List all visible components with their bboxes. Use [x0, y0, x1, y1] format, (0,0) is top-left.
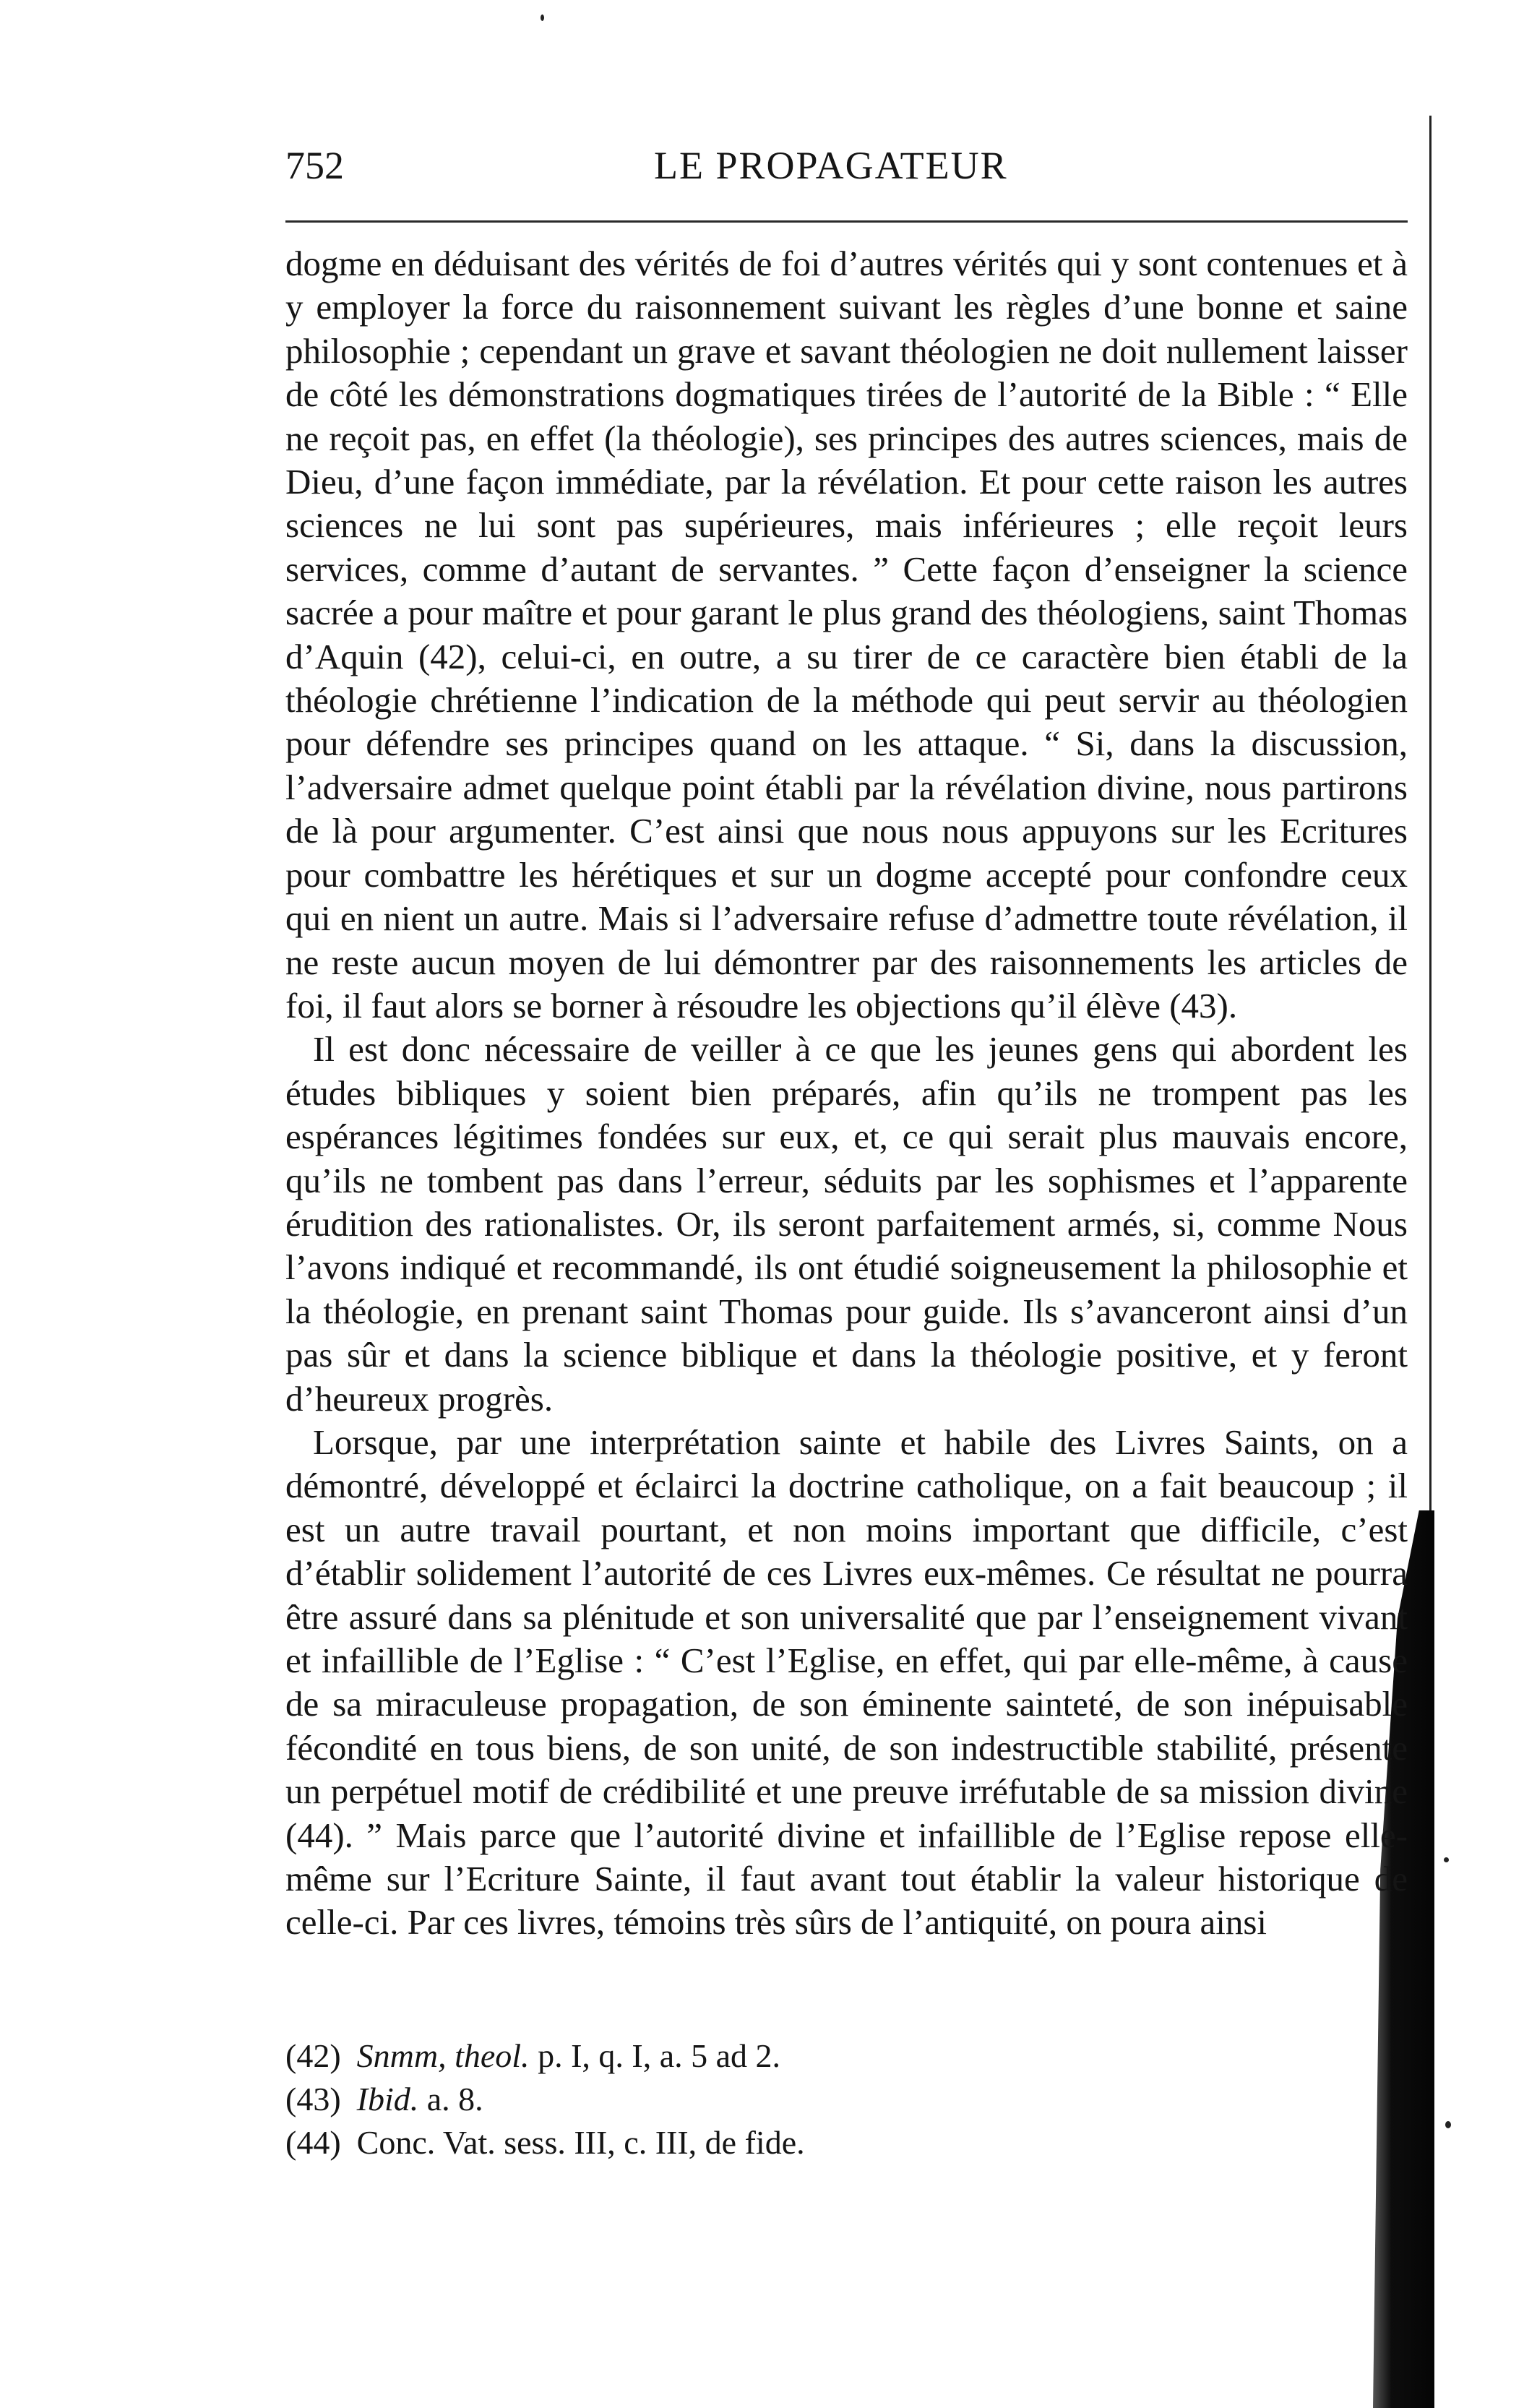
body-text: [285, 242, 1408, 1945]
footnote-italic: Snmm, theol.: [356, 2037, 530, 2074]
footnote-text: p. I, q. I, a. 5 ad 2.: [529, 2037, 781, 2074]
footnote-number: (43): [285, 2081, 341, 2117]
footnote: [285, 2121, 1408, 2164]
ink-speck: [1445, 2121, 1451, 2128]
paragraph: dogme en déduisant des vérités de foi d’autres vérités qui y sont contenues et à y employer la force du raisonnement suivant les règles d’une bonne et saine philosophie ; cependant un grave et savant théologien ne doit nullement laisser de côté les démonstrations dogmatiques tirées de l’autorité de la Bible : “ Elle ne reçoit pas, en effet (la théologie), ses principes des autres sciences, mais de Dieu, d’une façon immédiate, par la révélation. Et pour cette raison les autres sciences ne lui sont pas supérieures, mais inférieures ; elle reçoit leurs services, comme d’autant de servantes. ” Cette façon d’enseigner la science sacrée a pour maître et pour garant le plus grand des théologiens, saint Thomas d’Aquin (42), celui-ci, en outre, a su tirer de ce caractère bien établi de la théologie chrétienne l’indication de la méthode qui peut servir au théologien pour défendre ses principes quand on les attaque. “ Si, dans la discussion, l’adversaire admet quelque point établi par la révélation divine, nous partirons de là pour argumenter. C’est ainsi que nous nous appuyons sur les Ecritures pour combattre les hérétiques et sur un dogme accepté pour confondre ceux qui en nient un autre. Mais si l’adversaire refuse d’admettre toute révélation, il ne reste aucun moyen de lui démontrer par des raisonnements les articles de foi, il faut alors se borner à résoudre les objections qu’il élève (43).: [285, 244, 1408, 1025]
footnote-italic: Ibid.: [356, 2081, 419, 2117]
ink-speck: [541, 14, 544, 21]
footnote-text: Conc. Vat. sess. III, c. III, de fide.: [356, 2124, 805, 2161]
running-title: LE PROPAGATEUR: [654, 144, 1008, 187]
page-number: 752: [285, 144, 344, 187]
footnotes: [285, 2034, 1408, 2164]
page-header: [285, 139, 1408, 189]
footnote-number: (44): [285, 2124, 341, 2161]
header-rule: [285, 220, 1408, 223]
ink-speck: [1444, 1857, 1449, 1862]
footnote: [285, 2034, 1408, 2078]
paragraph: Lorsque, par une interprétation sainte et habile des Livres Saints, on a démontré, développé et éclairci la doctrine catholique, on a fait beaucoup ; il est un autre travail pourtant, et non moins important que difficile, c’est d’établir solidement l’autorité de ces Livres eux-mêmes. Ce résultat ne pourra être assuré dans sa plénitude et son universalité que par l’enseignement vivant et infaillible de l’Eglise : “ C’est l’Eglise, en effet, qui par elle-même, à cause de sa miraculeuse propagation, de son éminente sainteté, de son inépuisable fécondité en tous biens, de son unité, de son indestructible stabilité, présente un perpétuel motif de crédibilité et une preuve irréfutable de sa mission divine (44). ” Mais parce que l’autorité divine et infaillible de l’Eglise repose elle-même sur l’Ecriture Sainte, il faut avant tout établir la valeur historique de celle-ci. Par ces livres, témoins très sûrs de l’antiquité, on poura ainsi: [285, 1422, 1408, 1943]
paragraph: Il est donc nécessaire de veiller à ce que les jeunes gens qui abordent les études bibliques y soient bien préparés, afin qu’ils ne trompent pas les espérances légitimes fondées sur eux, et, ce qui serait plus mauvais encore, qu’ils ne tombent pas dans l’erreur, séduits par les sophismes et l’apparente érudition des rationalistes. Or, ils seront parfaitement armés, si, comme Nous l’avons indiqué et recommandé, ils ont étudié soigneusement la philosophie et la théologie, en prenant saint Thomas pour guide. Ils s’avanceront ainsi d’un pas sûr et dans la science biblique et dans la théologie positive, et y feront d’heureux progrès.: [285, 1029, 1408, 1419]
footnote-text: a. 8.: [418, 2081, 483, 2117]
footnote-number: (42): [285, 2037, 341, 2074]
footnote: [285, 2078, 1408, 2121]
